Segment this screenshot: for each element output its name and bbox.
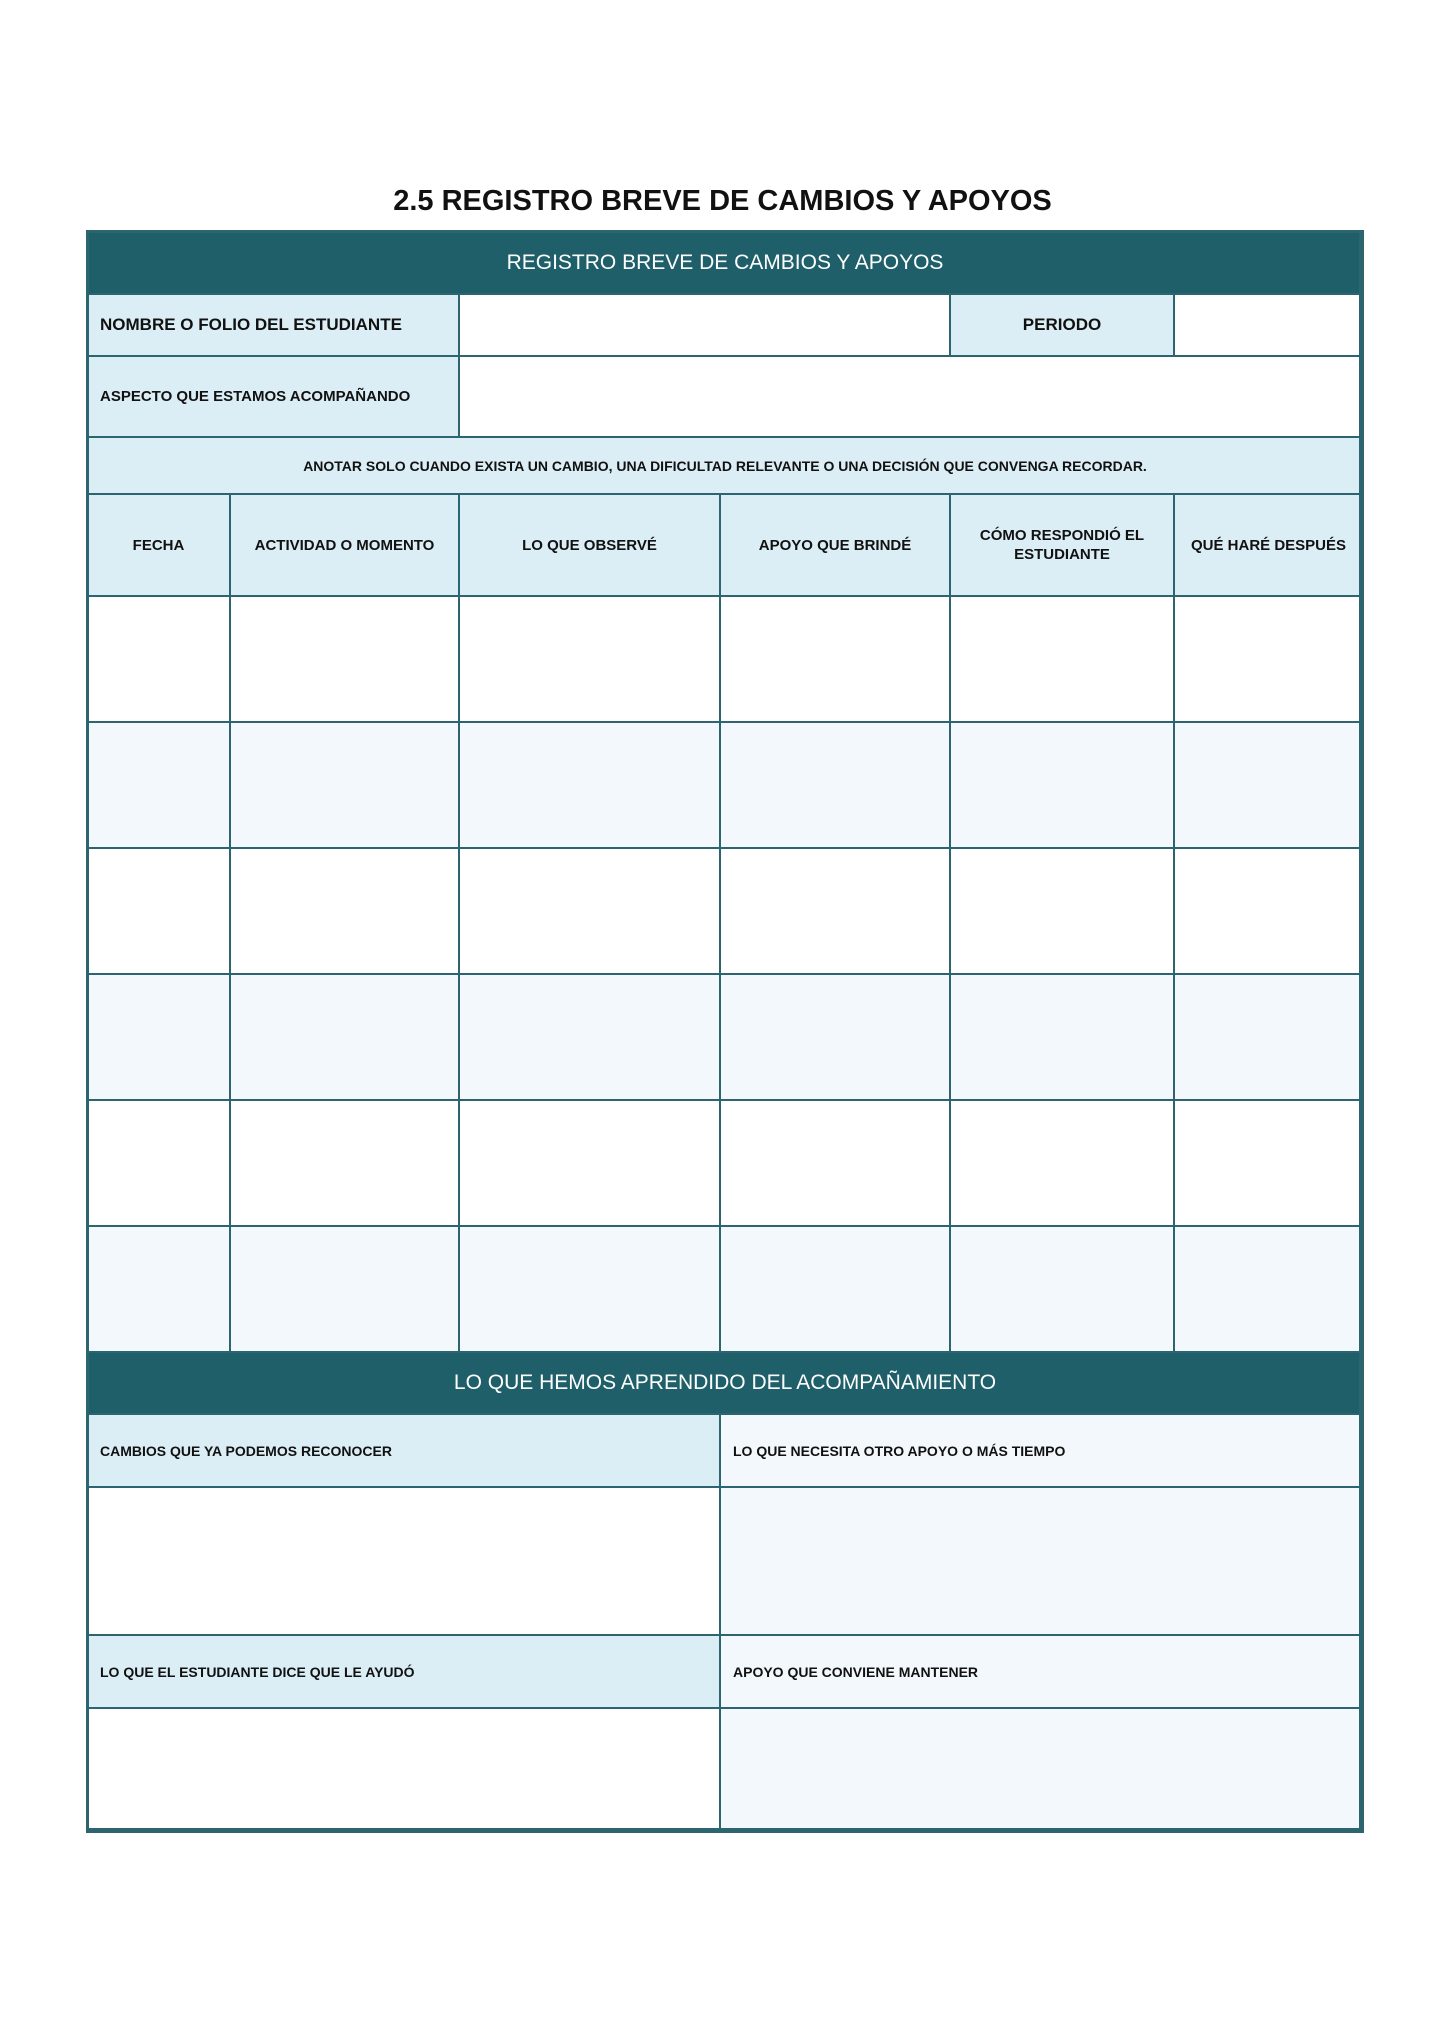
needs-more-support-field[interactable] xyxy=(720,1487,1363,1635)
support-to-keep-field[interactable] xyxy=(720,1708,1363,1832)
column-header-support: APOYO QUE BRINDÉ xyxy=(720,494,950,596)
support-to-keep-label: APOYO QUE CONVIENE MANTENER xyxy=(720,1635,1363,1708)
log-banner: REGISTRO BREVE DE CAMBIOS Y APOYOS xyxy=(87,231,1363,294)
log-cell-date[interactable] xyxy=(87,722,230,848)
log-cell-date[interactable] xyxy=(87,596,230,722)
column-header-activity: ACTIVIDAD O MOMENTO xyxy=(230,494,459,596)
log-cell-support[interactable] xyxy=(720,974,950,1100)
log-cell-support[interactable] xyxy=(720,596,950,722)
period-label: PERIODO xyxy=(950,294,1174,356)
log-cell-activity[interactable] xyxy=(230,974,459,1100)
student-says-field[interactable] xyxy=(87,1708,720,1832)
aspect-field[interactable] xyxy=(459,356,1363,437)
log-cell-activity[interactable] xyxy=(230,596,459,722)
log-cell-date[interactable] xyxy=(87,848,230,974)
log-cell-next[interactable] xyxy=(1174,1100,1363,1226)
changes-recognized-label: CAMBIOS QUE YA PODEMOS RECONOCER xyxy=(87,1414,720,1487)
log-cell-support[interactable] xyxy=(720,848,950,974)
log-cell-response[interactable] xyxy=(950,596,1174,722)
log-cell-activity[interactable] xyxy=(230,1226,459,1352)
log-cell-observed[interactable] xyxy=(459,848,720,974)
log-cell-response[interactable] xyxy=(950,848,1174,974)
column-header-next: QUÉ HARÉ DESPUÉS xyxy=(1174,494,1363,596)
log-cell-support[interactable] xyxy=(720,722,950,848)
changes-recognized-field[interactable] xyxy=(87,1487,720,1635)
learnings-banner: LO QUE HEMOS APRENDIDO DEL ACOMPAÑAMIENTO xyxy=(87,1352,1363,1414)
log-cell-next[interactable] xyxy=(1174,1226,1363,1352)
changes-log-table xyxy=(86,230,1364,1353)
column-header-response: CÓMO RESPONDIÓ EL ESTUDIANTE xyxy=(950,494,1174,596)
log-cell-observed[interactable] xyxy=(459,596,720,722)
student-says-label: LO QUE EL ESTUDIANTE DICE QUE LE AYUDÓ xyxy=(87,1635,720,1708)
log-cell-activity[interactable] xyxy=(230,722,459,848)
log-cell-support[interactable] xyxy=(720,1100,950,1226)
log-cell-support[interactable] xyxy=(720,1226,950,1352)
page-title: 2.5 REGISTRO BREVE DE CAMBIOS Y APOYOS xyxy=(393,185,1052,217)
log-cell-activity[interactable] xyxy=(230,848,459,974)
log-cell-observed[interactable] xyxy=(459,974,720,1100)
log-cell-next[interactable] xyxy=(1174,722,1363,848)
log-row xyxy=(87,1226,1363,1352)
log-cell-date[interactable] xyxy=(87,1226,230,1352)
log-cell-next[interactable] xyxy=(1174,848,1363,974)
log-cell-date[interactable] xyxy=(87,1100,230,1226)
log-cell-next[interactable] xyxy=(1174,974,1363,1100)
log-cell-response[interactable] xyxy=(950,974,1174,1100)
student-name-field[interactable] xyxy=(459,294,950,356)
column-header-date: FECHA xyxy=(87,494,230,596)
period-field[interactable] xyxy=(1174,294,1363,356)
log-cell-next[interactable] xyxy=(1174,596,1363,722)
log-cell-date[interactable] xyxy=(87,974,230,1100)
student-name-label: NOMBRE O FOLIO DEL ESTUDIANTE xyxy=(87,294,459,356)
log-row xyxy=(87,722,1363,848)
learnings-table xyxy=(86,1351,1364,1833)
needs-more-support-label: LO QUE NECESITA OTRO APOYO O MÁS TIEMPO xyxy=(720,1414,1363,1487)
column-header-observed: LO QUE OBSERVÉ xyxy=(459,494,720,596)
log-cell-observed[interactable] xyxy=(459,1226,720,1352)
aspect-label: ASPECTO QUE ESTAMOS ACOMPAÑANDO xyxy=(87,356,459,437)
log-row xyxy=(87,848,1363,974)
log-cell-observed[interactable] xyxy=(459,722,720,848)
log-row xyxy=(87,1100,1363,1226)
log-row xyxy=(87,596,1363,722)
instruction-note: ANOTAR SOLO CUANDO EXISTA UN CAMBIO, UNA DIFICULTAD RELEVANTE O UNA DECISIÓN QUE CONVENGA RECORDAR. xyxy=(87,437,1363,494)
log-cell-activity[interactable] xyxy=(230,1100,459,1226)
log-row xyxy=(87,974,1363,1100)
log-cell-response[interactable] xyxy=(950,722,1174,848)
log-cell-response[interactable] xyxy=(950,1100,1174,1226)
log-cell-observed[interactable] xyxy=(459,1100,720,1226)
log-cell-response[interactable] xyxy=(950,1226,1174,1352)
